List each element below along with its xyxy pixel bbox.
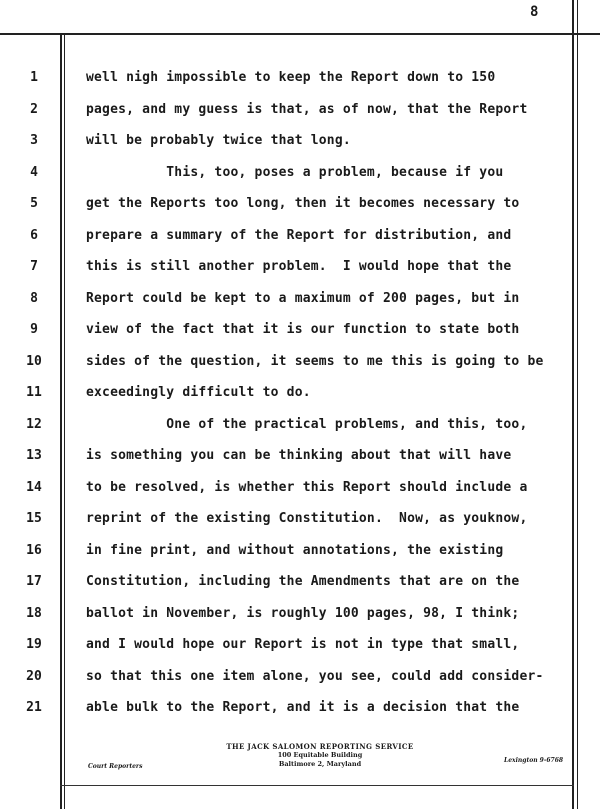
line-number: 4 (30, 164, 38, 180)
transcript-line: sides of the question, it seems to me this is going to be (86, 353, 544, 369)
page-number: 8 (530, 4, 539, 20)
line-number: 2 (30, 101, 38, 117)
transcript-line: in fine print, and without annotations, the existing (86, 542, 504, 558)
transcript-line: get the Reports too long, then it becomes necessary to (86, 196, 520, 211)
transcript-line: ballot in November, is roughly 100 pages, 98, I think; (86, 605, 520, 621)
right-margin-rule-outer (577, 0, 578, 809)
line-number: 6 (30, 227, 38, 243)
line-number: 17 (26, 574, 42, 589)
line-number: 1 (30, 70, 38, 85)
line-number: 21 (26, 700, 42, 715)
transcript-line: pages, and my guess is that, as of now, that the Report (86, 101, 528, 117)
transcript-line: exceedingly difficult to do. (86, 385, 311, 400)
line-number: 7 (30, 259, 38, 274)
transcript-line: and I would hope our Report is not in type that small, (86, 637, 520, 652)
footer-left-label: Court Reporters (88, 763, 143, 770)
transcript-line: This, too, poses a problem, because if you (86, 164, 504, 180)
transcript-line: able bulk to the Report, and it is a decision that the (86, 700, 520, 715)
line-number: 10 (26, 353, 42, 369)
transcript-line: Constitution, including the Amendments that are on the (86, 574, 520, 589)
transcript-line: this is still another problem. I would hope that the (86, 259, 512, 274)
transcript-line: view of the fact that it is our function to state both (86, 322, 520, 337)
line-number: 19 (26, 637, 42, 652)
reporter-name: THE JACK SALOMON REPORTING SERVICE (226, 742, 414, 751)
transcript-line: well nigh impossible to keep the Report down to 150 (86, 70, 496, 85)
line-number: 3 (30, 133, 38, 148)
line-number: 9 (30, 322, 38, 337)
line-number: 18 (26, 605, 42, 621)
left-margin-rule-inner (64, 33, 65, 809)
line-number: 8 (30, 290, 38, 306)
transcript-line: Report could be kept to a maximum of 200 pages, but in (86, 290, 520, 306)
line-number: 13 (26, 448, 42, 463)
transcript-line: so that this one item alone, you see, could add consider- (86, 668, 544, 684)
line-number: 12 (26, 416, 42, 432)
line-number: 16 (26, 542, 42, 558)
line-number: 11 (26, 385, 42, 400)
footer-phone: Lexington 9-6768 (504, 757, 564, 764)
reporter-city: Baltimore 2, Maryland (278, 760, 362, 768)
line-number: 15 (26, 511, 42, 526)
reporter-address: 100 Equitable Building (277, 751, 363, 759)
transcript-line: to be resolved, is whether this Report should include a (86, 479, 528, 495)
transcript-line: prepare a summary of the Report for distribution, and (86, 227, 512, 243)
transcript-line: will be probably twice that long. (86, 133, 351, 148)
transcript-line: reprint of the existing Constitution. Now, as youknow, (86, 511, 528, 526)
line-number: 5 (30, 196, 38, 211)
line-number: 20 (26, 668, 42, 684)
reporter-letterhead (200, 742, 440, 769)
left-margin-rule (60, 33, 62, 809)
top-rule (0, 33, 600, 35)
line-number: 14 (26, 479, 42, 495)
transcript-line: is something you can be thinking about that will have (86, 448, 512, 463)
right-margin-rule (572, 0, 574, 809)
footer-rule (60, 785, 574, 786)
transcript-line: One of the practical problems, and this, too, (86, 416, 528, 432)
